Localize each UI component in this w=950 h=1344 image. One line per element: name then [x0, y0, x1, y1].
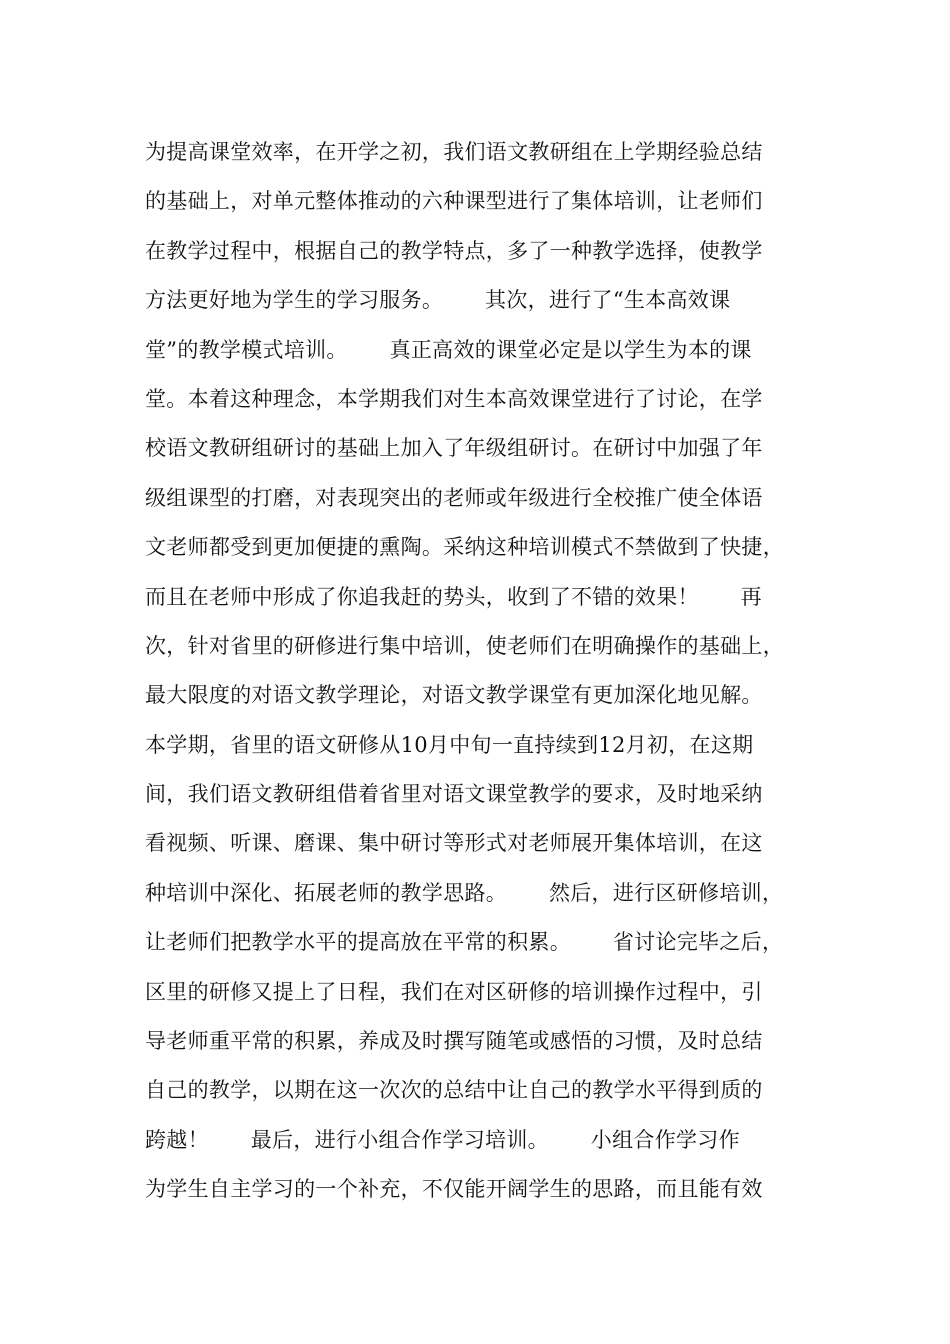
text-line: 校语文教研组研讨的基础上加入了年级组研讨。在研讨中加强了年: [145, 436, 763, 461]
text-line: 本学期，省里的语文研修从10月中旬一直持续到12月初，在这期: [145, 732, 754, 757]
text-line: 堂。本着这种理念，本学期我们对生本高效课堂进行了讨论，在学: [145, 386, 763, 411]
text-line: 的基础上，对单元整体推动的六种课型进行了集体培训，让老师们: [145, 189, 763, 214]
text-line: 让老师们把教学水平的提高放在平常的积累。 省讨论完毕之后，: [145, 930, 784, 955]
text-line: 次，针对省里的研修进行集中培训，使老师们在明确操作的基础上，: [145, 633, 784, 658]
text-line: 跨越！ 最后，进行小组合作学习培训。 小组合作学习作: [145, 1127, 740, 1152]
text-line: 在教学过程中，根据自己的教学特点，多了一种教学选择，使教学: [145, 238, 763, 263]
text-line: 方法更好地为学生的学习服务。 其次，进行了“生本高效课: [145, 288, 731, 313]
text-line: 级组课型的打磨，对表现突出的老师或年级进行全校推广使全体语: [145, 485, 763, 510]
text-line: 看视频、听课、磨课、集中研讨等形式对老师展开集体培训，在这: [145, 831, 763, 856]
text-line: 区里的研修又提上了日程，我们在对区研修的培训操作过程中，引: [145, 979, 763, 1004]
text-line: 最大限度的对语文教学理论，对语文教学课堂有更加深化地见解。: [145, 683, 763, 708]
text-line: 间，我们语文教研组借着省里对语文课堂教学的要求，及时地采纳: [145, 782, 763, 807]
text-line: 为学生自主学习的一个补充，不仅能开阔学生的思路，而且能有效: [145, 1177, 763, 1202]
text-line: 种培训中深化、拓展老师的教学思路。 然后，进行区研修培训，: [145, 880, 784, 905]
text-line: 自己的教学，以期在这一次次的总结中让自己的教学水平得到质的: [145, 1078, 763, 1103]
text-line: 堂”的教学模式培训。 真正高效的课堂必定是以学生为本的课: [145, 337, 752, 362]
text-line: 导老师重平常的积累，养成及时撰写随笔或感悟的习惯，及时总结: [145, 1029, 763, 1054]
text-line: 为提高课堂效率，在开学之初，我们语文教研组在上学期经验总结: [145, 140, 763, 164]
body-text: [145, 128, 845, 1215]
text-line: 而且在老师中形成了你追我赶的势头，收到了不错的效果！ 再: [145, 584, 762, 609]
text-line: 文老师都受到更加便捷的熏陶。采纳这种培训模式不禁做到了快捷，: [145, 535, 784, 560]
